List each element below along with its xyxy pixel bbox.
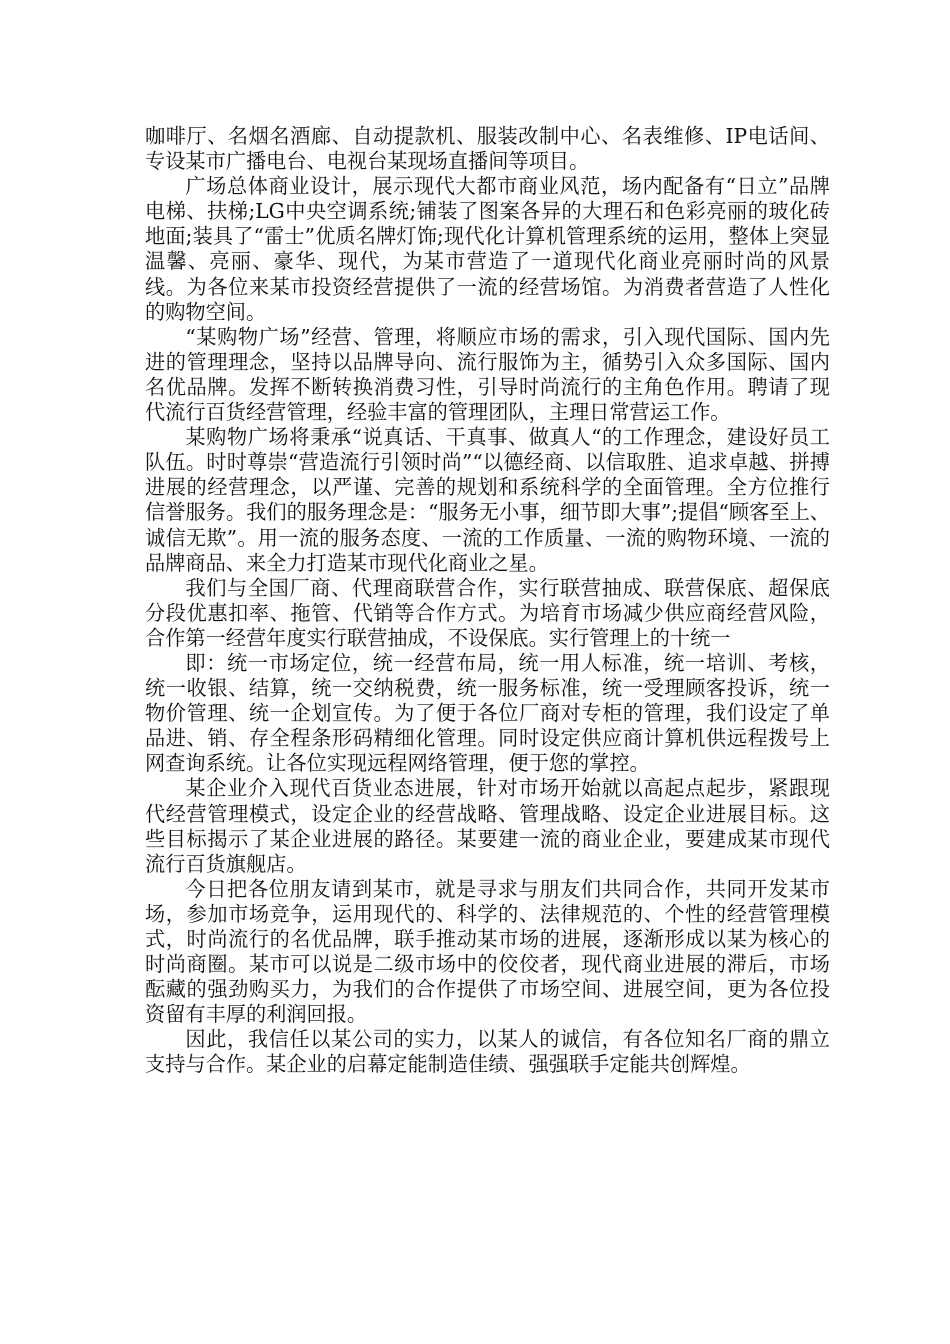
paragraph-5: 我们与全国厂商、代理商联营合作，实行联营抽成、联营保底、超保底分段优惠扣率、拖管、代销等合作方式。为培育市场减少供应商经营风险，合作第一经营年度实行联营抽成，不设保底。实行管理上的十统一 (145, 575, 830, 650)
paragraph-7: 某企业介入现代百货业态进展，针对市场开始就以高起点起步，紧跟现代经营管理模式，设定企业的经营战略、管理战略、设定企业进展目标。这些目标揭示了某企业进展的路径。某要建一流的商业企业，要建成某市现代流行百货旗舰店。 (145, 776, 830, 876)
paragraph-3: “某购物广场”经营、管理，将顺应市场的需求，引入现代国际、国内先进的管理理念，坚持以品牌导向、流行服饰为主，循势引入众多国际、国内名优品牌。发挥不断转换消费习性，引导时尚流行的主角色作用。聘请了现代流行百货经营管理，经验丰富的管理团队，主理日常营运工作。 (145, 324, 830, 425)
paragraph-2: 广场总体商业设计，展示现代大都市商业风范，场内配备有“日立”品牌电梯、扶梯;LG中央空调系统;铺装了图案各异的大理石和色彩亮丽的玻化砖地面;装具了“雷士”优质名牌灯饰;现代化计算机管理系统的运用，整体上突显温馨、亮丽、豪华、现代，为某市营造了一道现代化商业亮丽时尚的风景线。为各位来某市投资经营提供了一流的经营场馆。为消费者营造了人性化的购物空间。 (145, 174, 830, 324)
paragraph-9: 因此，我信任以某公司的实力，以某人的诚信，有各位知名厂商的鼎立支持与合作。某企业的启幕定能制造佳绩、强强联手定能共创辉煌。 (145, 1027, 830, 1077)
document-body (145, 124, 830, 1078)
paragraph-8: 今日把各位朋友请到某市，就是寻求与朋友们共同合作，共同开发某市场，参加市场竞争，运用现代的、科学的、法律规范的、个性的经营管理模式，时尚流行的名优品牌，联手推动某市场的进展，逐渐形成以某为核心的时尚商圈。某市可以说是二级市场中的佼佼者，现代商业进展的滞后，市场酝藏的强劲购买力，为我们的合作提供了市场空间、进展空间，更为各位投资留有丰厚的利润回报。 (145, 876, 830, 1027)
paragraph-1: 咖啡厅、名烟名酒廊、自动提款机、服装改制中心、名表维修、IP电话间、专设某市广播电台、电视台某现场直播间等项目。 (145, 124, 830, 174)
paragraph-4: 某购物广场将秉承“说真话、干真事、做真人“的工作理念，建设好员工队伍。时时尊崇“营造流行引领时尚”“以德经商、以信取胜、追求卓越、拼搏进展的经营理念，以严谨、完善的规划和系统科学的全面管理。全方位推行信誉服务。我们的服务理念是：“服务无小事，细节即大事”;提倡“顾客至上、诚信无欺”。用一流的服务态度、一流的工作质量、一流的购物环境、一流的品牌商品、来全力打造某市现代化商业之星。 (145, 425, 830, 575)
paragraph-6: 即：统一市场定位，统一经营布局，统一用人标准，统一培训、考核，统一收银、结算，统一交纳税费，统一服务标准，统一受理顾客投诉，统一物价管理、统一企划宣传。为了便于各位厂商对专柜的管理，我们设定了单品进、销、存全程条形码精细化管理。同时设定供应商计算机供远程拨号上网查询系统。让各位实现远程网络管理，便于您的掌控。 (145, 650, 830, 776)
